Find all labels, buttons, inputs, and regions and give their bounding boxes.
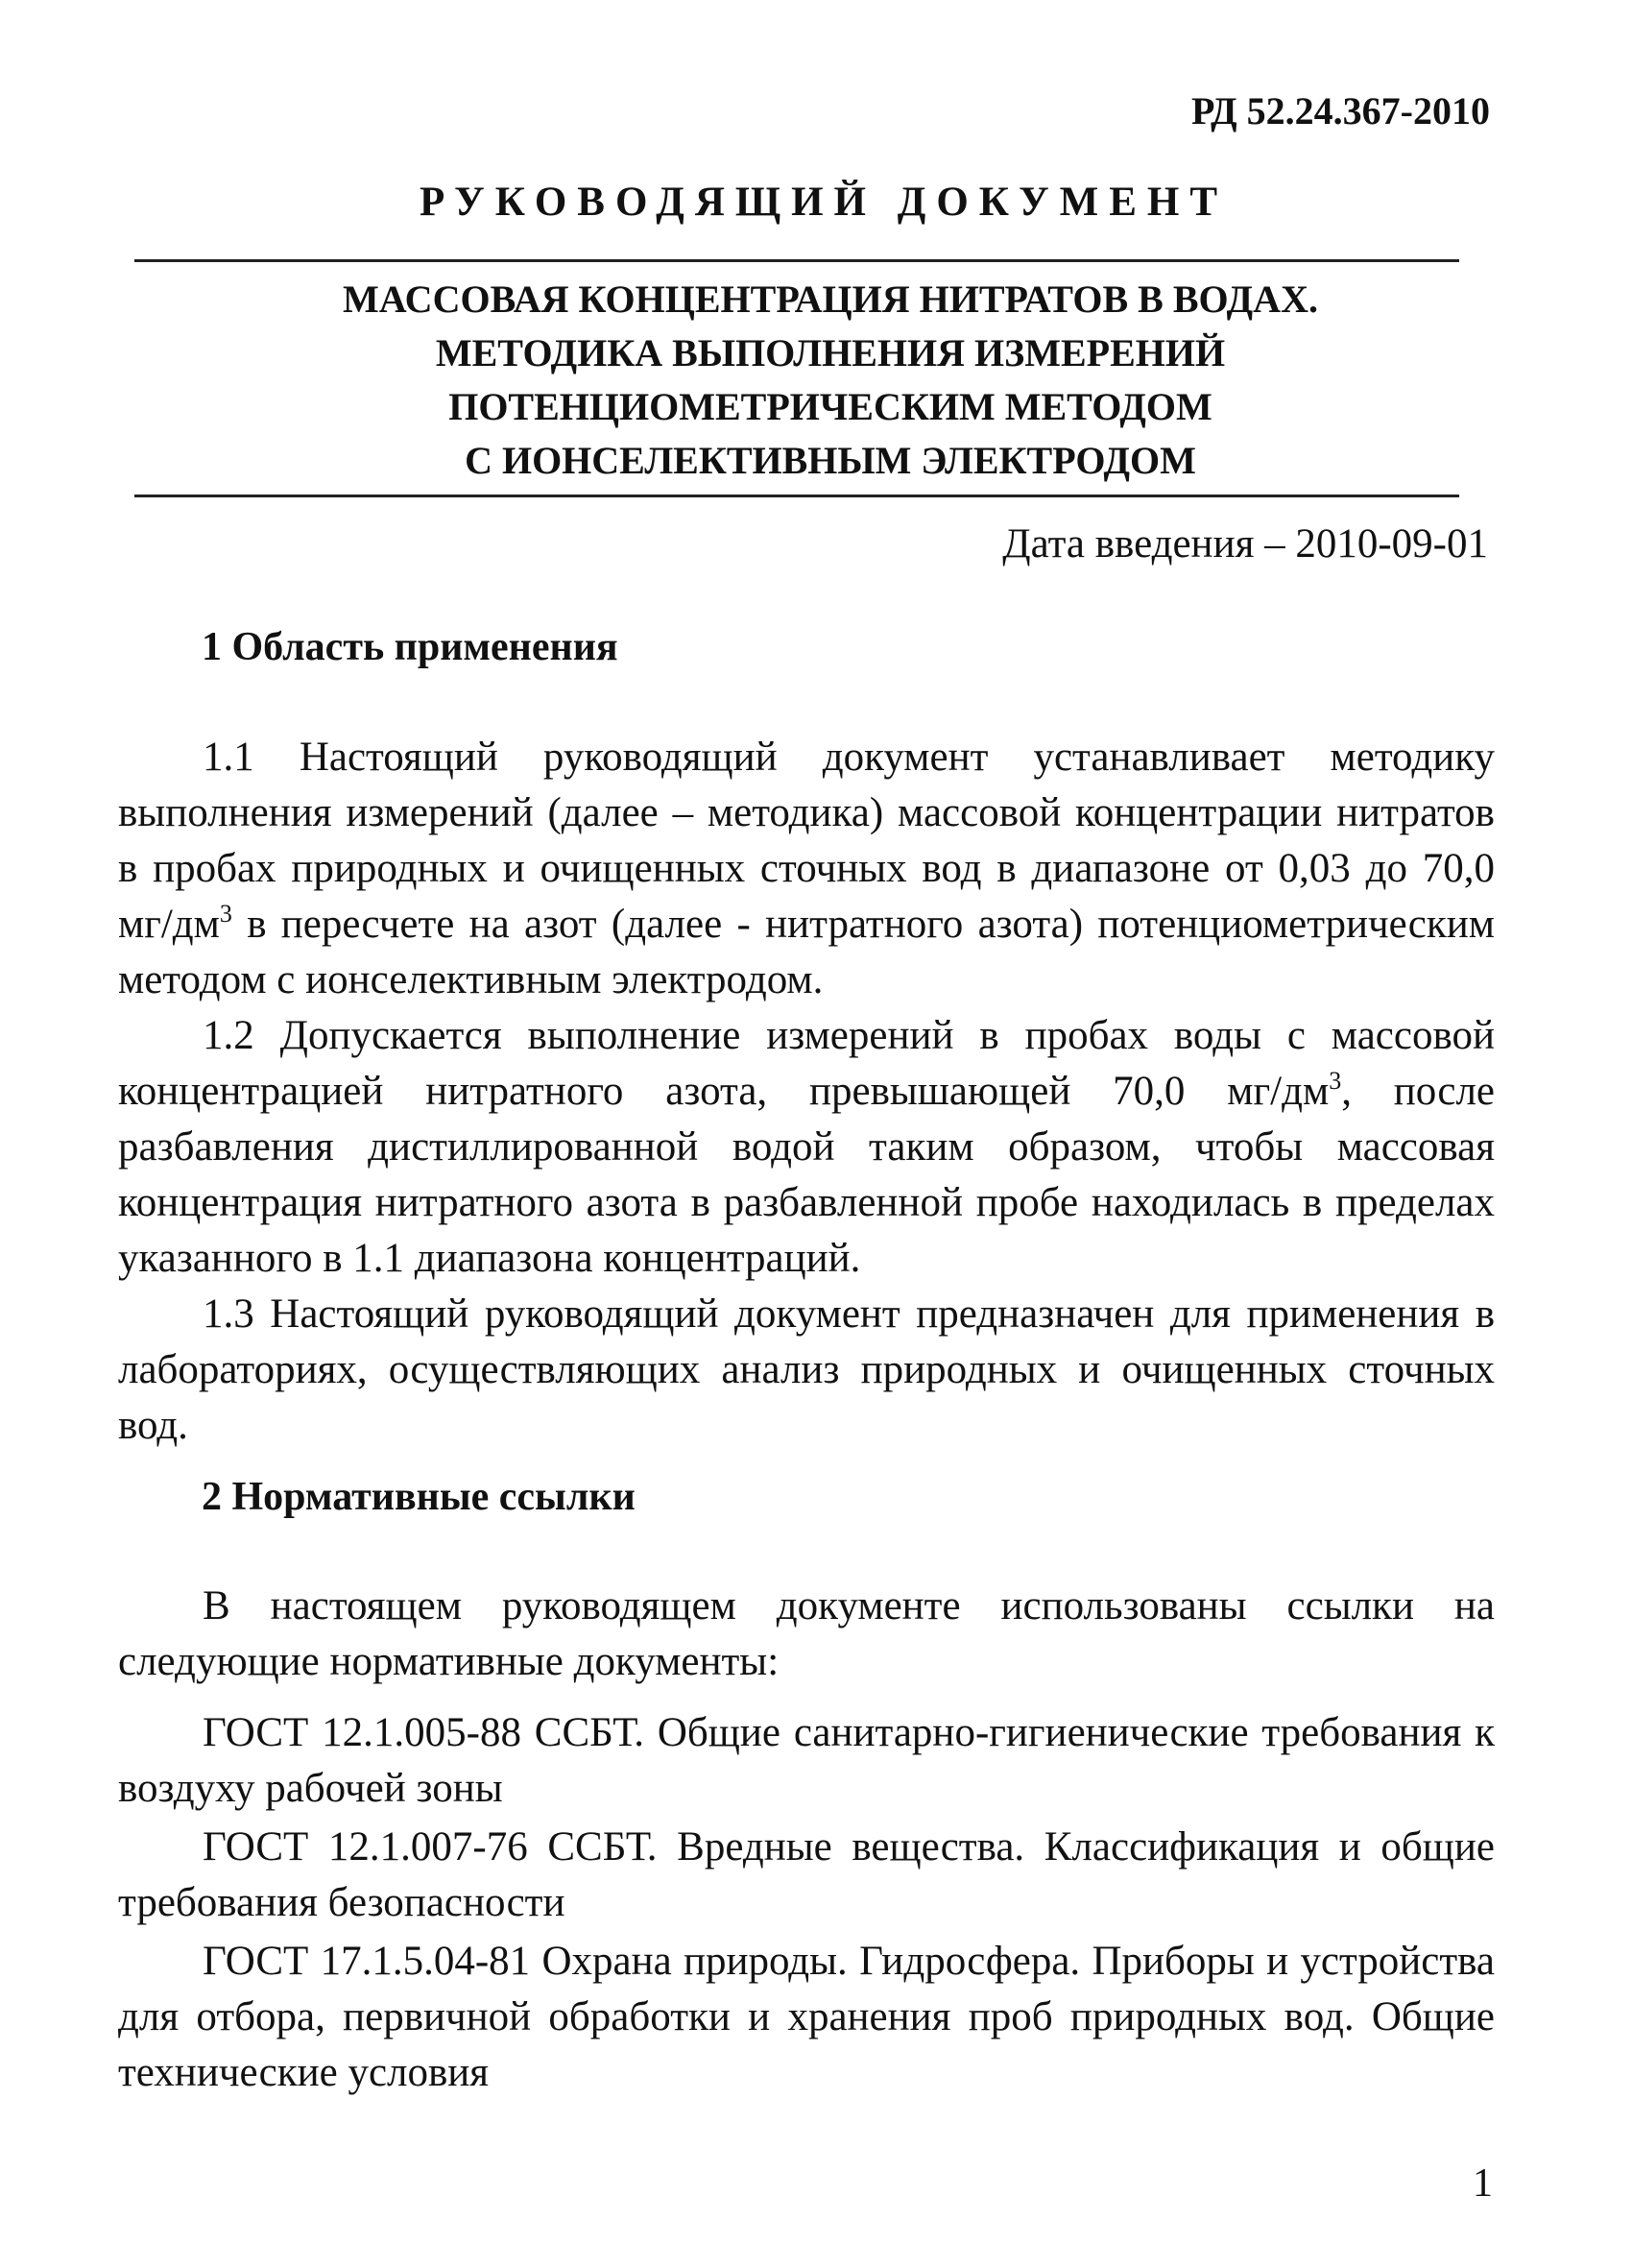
page-number: 1 — [1473, 2161, 1493, 2206]
title-top-rule — [134, 259, 1459, 262]
section-references-body — [118, 1579, 1495, 2104]
title-line: ПОТЕНЦИОМЕТРИЧЕСКИМ МЕТОДОМ — [448, 385, 1212, 428]
title-line: МАССОВАЯ КОНЦЕНТРАЦИЯ НИТРАТОВ В ВОДАХ. — [343, 277, 1318, 321]
references-intro: В настоящем руководящем документе использованы ссылки на следующие нормативные документы: — [118, 1583, 1495, 1684]
section-scope-body — [118, 730, 1495, 1454]
title-line: С ИОНСЕЛЕКТИВНЫМ ЭЛЕКТРОДОМ — [465, 439, 1196, 482]
superscript: 3 — [1329, 1067, 1342, 1095]
paragraph-text: 1.1 Настоящий руководящий документ устанавливает методику выполнения измерений (далее – методика) массовой концентрации нитратов в пробах природных и очищенных сточных вод в диапазоне от 0,03 до 70,0 мг/дм — [118, 735, 1495, 947]
paragraph-text: , после разбавления дистиллированной водой таким образом, чтобы массовая концентрация нитратного азота в разбавленной пробе находилась в пределах указанного в 1.1 диапазона концентраций. — [118, 1069, 1496, 1281]
superscript: 3 — [219, 900, 232, 928]
paragraph-1-1 — [118, 730, 1495, 1008]
section-heading-references: 2 Нормативные ссылки — [202, 1475, 636, 1519]
section-heading-scope: 1 Область применения — [202, 625, 618, 669]
paragraph-text: 1.2 Допускается выполнение измерений в пробах воды с массовой концентрацией нитратного азота, превышающей 70,0 мг/дм — [118, 1013, 1495, 1114]
document-code: РД 52.24.367-2010 — [1191, 89, 1490, 133]
reference-item: ГОСТ 17.1.5.04-81 Охрана природы. Гидросфера. Приборы и устройства для отбора, первичной обработки и хранения проб природных вод. Общие технические условия — [118, 1939, 1495, 2095]
paragraph-1-2 — [118, 1008, 1495, 1287]
paragraph-text: в пересчете на азот (далее - нитратного азота) потенциометрическим методом с ионселективным электродом. — [118, 902, 1495, 1002]
title-bottom-rule — [134, 495, 1459, 497]
reference-item: ГОСТ 12.1.007-76 ССБТ. Вредные вещества. Классификация и общие требования безопасности — [118, 1824, 1495, 1925]
document-title — [0, 273, 1632, 488]
reference-item: ГОСТ 12.1.005-88 ССБТ. Общие санитарно-гигиенические требования к воздуху рабочей зоны — [118, 1710, 1495, 1811]
title-line: МЕТОДИКА ВЫПОЛНЕНИЯ ИЗМЕРЕНИЙ — [435, 331, 1226, 374]
document-type-heading: РУКОВОДЯЩИЙ ДОКУМЕНТ — [419, 180, 1229, 225]
introduction-date: Дата введения – 2010-09-01 — [1002, 521, 1488, 567]
paragraph-1-3: 1.3 Настоящий руководящий документ предназначен для применения в лабораториях, осуществляющих анализ природных и очищенных сточных вод. — [118, 1291, 1495, 1448]
